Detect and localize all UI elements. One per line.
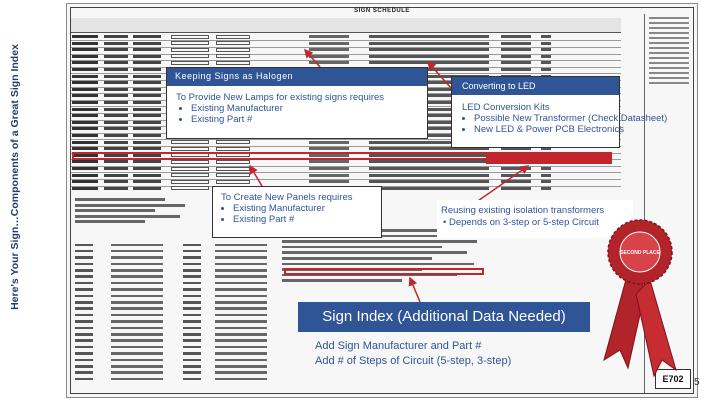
- table-cell: [72, 75, 98, 78]
- abbreviation-cell: [215, 263, 267, 266]
- table-cell: [309, 42, 349, 45]
- table-cell: [171, 186, 209, 190]
- table-cell: [133, 114, 161, 117]
- table-cell: [104, 68, 128, 71]
- abbreviation-cell: [215, 307, 267, 310]
- title-block-line: [649, 37, 689, 39]
- table-cell: [369, 35, 489, 38]
- abbreviation-cell: [183, 250, 201, 253]
- callout-halogen-header: Keeping Signs as Halogen: [167, 68, 427, 86]
- table-cell: [72, 187, 98, 190]
- table-cell: [309, 55, 349, 58]
- table-cell: [369, 42, 489, 45]
- table-cell: [72, 167, 98, 170]
- abbreviation-cell: [215, 295, 267, 298]
- abbreviation-cell: [111, 269, 163, 272]
- table-cell: [216, 41, 250, 45]
- abbreviation-cell: [75, 359, 93, 362]
- table-cell: [216, 48, 250, 52]
- table-cell: [72, 81, 98, 84]
- abbreviation-cell: [215, 282, 267, 285]
- abbreviation-cell: [183, 288, 201, 291]
- table-cell: [72, 174, 98, 177]
- abbreviation-cell: [183, 275, 201, 278]
- table-cell: [133, 108, 161, 111]
- abbreviation-cell: [111, 359, 163, 362]
- table-cell: [501, 180, 531, 183]
- table-cell: [104, 48, 128, 51]
- abbreviation-cell: [75, 295, 93, 298]
- abbreviation-cell: [215, 346, 267, 349]
- table-cell: [72, 101, 98, 104]
- abbreviation-cell: [75, 346, 93, 349]
- abbreviation-cell: [75, 263, 93, 266]
- table-cell: [541, 61, 551, 64]
- note-line: [75, 209, 155, 212]
- abbreviation-cell: [111, 301, 163, 304]
- title-block-line: [649, 77, 689, 79]
- abbreviation-cell: [111, 250, 163, 253]
- general-note-line: [282, 240, 477, 243]
- ribbon-tail-left: [604, 272, 646, 368]
- abbreviation-cell: [111, 327, 163, 330]
- abbreviation-cell: [183, 365, 201, 368]
- table-cell: [216, 61, 250, 65]
- abbreviation-cell: [75, 301, 93, 304]
- table-cell: [309, 61, 349, 64]
- table-cell: [104, 61, 128, 64]
- table-cell: [104, 88, 128, 91]
- table-cell: [72, 127, 98, 130]
- table-cell: [133, 141, 161, 144]
- callout-panels-list: [223, 203, 325, 225]
- table-cell: [501, 42, 531, 45]
- note-line: [75, 215, 180, 218]
- table-cell: [133, 174, 161, 177]
- abbreviation-cell: [215, 371, 267, 374]
- highlight-note-outline: [284, 268, 484, 275]
- table-cell: [133, 48, 161, 51]
- callout-led-bullet: • Possible New Transformer (Check Datasheet): [474, 113, 667, 124]
- table-cell: [369, 180, 489, 183]
- abbreviation-cell: [75, 352, 93, 355]
- table-cell: [133, 94, 161, 97]
- table-cell: [104, 160, 128, 163]
- table-cell: [72, 147, 98, 150]
- table-cell: [171, 167, 209, 171]
- table-cell: [104, 55, 128, 58]
- table-cell: [501, 48, 531, 51]
- table-cell: [309, 147, 349, 150]
- abbreviation-cell: [75, 339, 93, 342]
- note-line: [75, 204, 185, 207]
- callout-transformers-line2-text: Depends on 3-step or 5-step Circuit: [448, 217, 599, 228]
- abbreviation-cell: [215, 314, 267, 317]
- abbreviation-cell: [111, 320, 163, 323]
- abbreviation-cell: [75, 250, 93, 253]
- abbreviation-cell: [75, 244, 93, 247]
- table-cell: [133, 88, 161, 91]
- callout-panels-bullet: • Existing Manufacturer: [233, 203, 325, 214]
- abbreviation-cell: [183, 352, 201, 355]
- table-cell: [133, 134, 161, 137]
- abbreviation-cell: [75, 314, 93, 317]
- table-cell: [72, 121, 98, 124]
- table-cell: [104, 134, 128, 137]
- abbreviations-list: [75, 242, 275, 392]
- table-cell: [216, 140, 250, 144]
- table-cell: [104, 81, 128, 84]
- table-cell: [104, 94, 128, 97]
- title-block-line: [649, 17, 689, 19]
- callout-new-panels: [212, 186, 382, 238]
- table-cell: [133, 68, 161, 71]
- note-line: [75, 198, 165, 201]
- callout-halogen-intro: To Provide New Lamps for existing signs requires: [176, 92, 385, 103]
- table-cell: [216, 167, 250, 171]
- title-block-line: [649, 42, 689, 44]
- table-cell: [541, 68, 551, 71]
- sign-index-banner: Sign Index (Additional Data Needed): [298, 302, 590, 332]
- callout-convert-led: [451, 76, 668, 148]
- abbreviation-cell: [183, 320, 201, 323]
- table-cell: [133, 101, 161, 104]
- table-cell: [104, 121, 128, 124]
- title-block-line: [649, 47, 689, 49]
- ribbon-tail-right: [636, 280, 676, 376]
- abbreviation-cell: [215, 275, 267, 278]
- table-cell: [133, 35, 161, 38]
- abbreviation-cell: [215, 288, 267, 291]
- table-cell: [309, 48, 349, 51]
- table-cell: [369, 55, 489, 58]
- abbreviation-cell: [111, 365, 163, 368]
- abbreviation-cell: [183, 327, 201, 330]
- table-cell: [72, 108, 98, 111]
- table-cell: [216, 160, 250, 164]
- abbreviation-cell: [183, 378, 201, 381]
- abbreviation-cell: [75, 327, 93, 330]
- table-cell: [72, 35, 98, 38]
- table-cell: [216, 35, 250, 39]
- table-cell: [133, 180, 161, 183]
- table-cell: [216, 147, 250, 151]
- title-block-line: [649, 62, 689, 64]
- abbreviation-cell: [215, 327, 267, 330]
- abbreviation-cell: [183, 244, 201, 247]
- title-block-line: [649, 52, 689, 54]
- abbreviation-cell: [215, 269, 267, 272]
- table-cell: [541, 180, 551, 183]
- table-cell: [171, 147, 209, 151]
- table-cell: [369, 61, 489, 64]
- table-cell: [309, 141, 349, 144]
- abbreviation-cell: [183, 307, 201, 310]
- table-cell: [72, 48, 98, 51]
- table-cell: [369, 48, 489, 51]
- callout-led-list: [462, 113, 667, 135]
- page-number: 5: [694, 377, 700, 388]
- table-cell: [104, 174, 128, 177]
- abbreviation-cell: [111, 352, 163, 355]
- abbreviation-cell: [111, 307, 163, 310]
- abbreviation-cell: [111, 256, 163, 259]
- abbreviation-cell: [75, 275, 93, 278]
- abbreviation-cell: [75, 269, 93, 272]
- callout-panels-intro: To Create New Panels requires: [221, 192, 353, 203]
- table-cell: [72, 55, 98, 58]
- table-cell: [309, 35, 349, 38]
- abbreviation-cell: [183, 339, 201, 342]
- table-cell: [541, 174, 551, 177]
- table-cell: [309, 167, 349, 170]
- title-block-line: [649, 67, 689, 69]
- table-cell: [104, 114, 128, 117]
- table-cell: [216, 173, 250, 177]
- abbreviation-cell: [75, 282, 93, 285]
- table-cell: [216, 54, 250, 58]
- table-cell: [541, 167, 551, 170]
- abbreviation-cell: [215, 333, 267, 336]
- table-cell: [369, 174, 489, 177]
- general-note-line: [282, 257, 432, 260]
- table-cell: [171, 35, 209, 39]
- general-note-line: [282, 246, 442, 249]
- general-note-line: [282, 251, 467, 254]
- table-cell: [171, 180, 209, 184]
- table-cell: [171, 48, 209, 52]
- table-cell: [501, 174, 531, 177]
- note-line: [75, 220, 145, 223]
- table-cell: [72, 141, 98, 144]
- table-cell: [501, 167, 531, 170]
- table-cell: [133, 75, 161, 78]
- table-cell: [72, 94, 98, 97]
- abbreviation-cell: [75, 320, 93, 323]
- table-cell: [104, 167, 128, 170]
- schedule-notes: [75, 198, 193, 238]
- side-title: [4, 12, 26, 342]
- table-cell: [72, 134, 98, 137]
- table-cell: [369, 167, 489, 170]
- title-block-line: [649, 72, 689, 74]
- table-cell: [541, 187, 551, 190]
- abbreviation-cell: [183, 269, 201, 272]
- abbreviation-row: [75, 376, 275, 382]
- table-cell: [171, 140, 209, 144]
- title-block-line: [649, 22, 689, 24]
- table-cell: [133, 42, 161, 45]
- table-cell: [501, 187, 531, 190]
- abbreviation-cell: [183, 314, 201, 317]
- sign-index-note: Add # of Steps of Circuit (5-step, 3-step): [315, 355, 512, 367]
- abbreviation-cell: [111, 378, 163, 381]
- abbreviation-cell: [111, 288, 163, 291]
- side-title-text: Here's Your Sign…Components of a Great Sign Index: [9, 44, 21, 310]
- callout-transformers-line1: Reusing existing isolation transformers: [441, 205, 605, 216]
- abbreviation-cell: [183, 371, 201, 374]
- table-cell: [501, 55, 531, 58]
- abbreviation-cell: [111, 333, 163, 336]
- table-cell: [309, 174, 349, 177]
- abbreviation-cell: [215, 320, 267, 323]
- table-cell: [104, 42, 128, 45]
- callout-panels-bullet: • Existing Part #: [233, 214, 325, 225]
- abbreviation-cell: [75, 378, 93, 381]
- abbreviation-cell: [75, 307, 93, 310]
- sign-index-note: Add Sign Manufacturer and Part #: [315, 340, 482, 352]
- callout-led-header: Converting to LED: [452, 77, 619, 95]
- drawing-title: SIGN SCHEDULE: [354, 8, 410, 14]
- table-cell: [171, 54, 209, 58]
- abbreviation-cell: [215, 378, 267, 381]
- abbreviation-cell: [215, 339, 267, 342]
- title-block-line: [649, 27, 689, 29]
- abbreviation-cell: [111, 263, 163, 266]
- abbreviation-cell: [183, 263, 201, 266]
- table-cell: [72, 68, 98, 71]
- table-cell: [72, 160, 98, 163]
- table-cell: [501, 68, 531, 71]
- title-block-line: [649, 57, 689, 59]
- abbreviation-cell: [183, 346, 201, 349]
- table-cell: [171, 160, 209, 164]
- second-place-ribbon-icon: [590, 210, 700, 380]
- table-cell: [541, 42, 551, 45]
- table-cell: [369, 160, 489, 163]
- abbreviation-cell: [75, 365, 93, 368]
- table-cell: [541, 48, 551, 51]
- table-cell: [133, 81, 161, 84]
- abbreviation-cell: [111, 275, 163, 278]
- abbreviation-cell: [75, 288, 93, 291]
- abbreviation-cell: [215, 359, 267, 362]
- table-cell: [72, 114, 98, 117]
- table-cell: [72, 88, 98, 91]
- title-block-line: [649, 82, 689, 84]
- table-cell: [104, 101, 128, 104]
- abbreviation-cell: [215, 301, 267, 304]
- table-cell: [541, 55, 551, 58]
- table-cell: [133, 127, 161, 130]
- table-cell: [72, 61, 98, 64]
- callout-led-bullet: • New LED & Power PCB Electronics: [474, 124, 667, 135]
- table-cell: [309, 180, 349, 183]
- abbreviation-cell: [215, 250, 267, 253]
- general-note-line: [282, 279, 402, 282]
- abbreviation-cell: [215, 352, 267, 355]
- title-block-lines: [645, 17, 693, 84]
- abbreviation-cell: [183, 359, 201, 362]
- table-cell: [369, 187, 489, 190]
- abbreviation-cell: [111, 371, 163, 374]
- abbreviation-cell: [111, 314, 163, 317]
- table-cell: [309, 160, 349, 163]
- abbreviation-cell: [75, 333, 93, 336]
- callout-halogen-bullet: • Existing Manufacturer: [191, 103, 283, 114]
- table-cell: [171, 61, 209, 65]
- callout-transformers-line2: • Depends on 3-step or 5-step Circuit: [443, 217, 599, 228]
- table-cell: [104, 141, 128, 144]
- callout-halogen-list: [183, 103, 283, 125]
- abbreviation-cell: [111, 244, 163, 247]
- table-cell: [133, 160, 161, 163]
- abbreviation-cell: [75, 371, 93, 374]
- abbreviation-cell: [183, 282, 201, 285]
- sign-index-notes: [315, 339, 511, 369]
- general-note-line: [282, 263, 474, 266]
- abbreviation-cell: [183, 295, 201, 298]
- table-cell: [133, 121, 161, 124]
- callout-keep-halogen: [166, 67, 428, 139]
- table-cell: [104, 187, 128, 190]
- abbreviation-cell: [215, 365, 267, 368]
- callout-led-intro: LED Conversion Kits: [462, 102, 550, 113]
- table-cell: [133, 147, 161, 150]
- abbreviation-cell: [111, 295, 163, 298]
- abbreviation-cell: [215, 244, 267, 247]
- table-cell: [104, 108, 128, 111]
- table-cell: [104, 35, 128, 38]
- sheet-number: E702: [655, 369, 691, 389]
- table-cell: [171, 173, 209, 177]
- table-cell: [216, 180, 250, 184]
- highlight-row-fill: [486, 154, 612, 164]
- table-cell: [104, 127, 128, 130]
- abbreviation-cell: [183, 301, 201, 304]
- table-header: [71, 18, 621, 33]
- table-cell: [104, 180, 128, 183]
- table-cell: [541, 35, 551, 38]
- table-cell: [72, 42, 98, 45]
- abbreviation-cell: [183, 256, 201, 259]
- abbreviation-cell: [183, 333, 201, 336]
- table-cell: [133, 187, 161, 190]
- table-cell: [133, 61, 161, 64]
- title-block-line: [649, 32, 689, 34]
- table-cell: [133, 55, 161, 58]
- table-cell: [104, 75, 128, 78]
- table-cell: [72, 180, 98, 183]
- callout-halogen-bullet: • Existing Part #: [191, 114, 283, 125]
- abbreviation-cell: [111, 346, 163, 349]
- table-cell: [501, 35, 531, 38]
- table-cell: [104, 147, 128, 150]
- table-cell: [133, 167, 161, 170]
- table-cell: [171, 41, 209, 45]
- ribbon-text: SECOND PLACE: [620, 250, 660, 256]
- abbreviation-cell: [111, 282, 163, 285]
- abbreviation-cell: [75, 256, 93, 259]
- abbreviation-cell: [111, 339, 163, 342]
- table-cell: [501, 61, 531, 64]
- abbreviation-cell: [215, 256, 267, 259]
